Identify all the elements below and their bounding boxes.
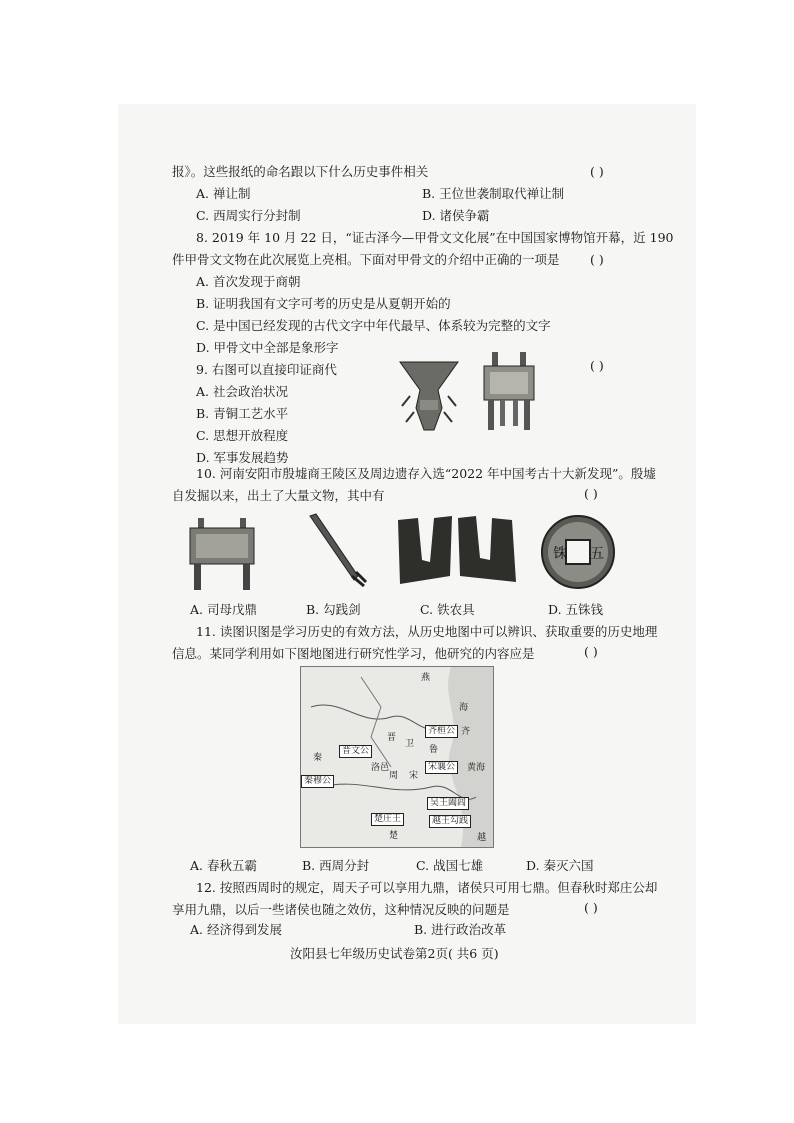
map-label-qin-mu-gong: 秦穆公 — [301, 775, 334, 788]
q10-option-a[interactable]: A. 司母戊鼎 — [190, 602, 257, 617]
q9-stem: 9. 右图可以直接印证商代 — [196, 362, 337, 377]
q12-option-b[interactable]: B. 进行政治改革 — [414, 922, 507, 937]
q7-stem: 报》。这些报纸的命名跟以下什么历史事件相关 — [172, 164, 429, 179]
q9-option-a[interactable]: A. 社会政治状况 — [196, 384, 288, 399]
map-label-yan: 燕 — [421, 673, 431, 683]
map-label-jin-wen-gong: 晋文公 — [339, 745, 372, 758]
coin-char-right: 五 — [590, 546, 604, 562]
q11-option-b[interactable]: B. 西周分封 — [302, 858, 370, 873]
q12-stem-line1: 12. 按照西周时的规定，周天子可以享用九鼎，诸侯只可用七鼎。但春秋时郑庄公却 — [196, 880, 658, 895]
goujian-sword-image — [304, 512, 374, 596]
q10-option-b[interactable]: B. 勾践剑 — [306, 602, 361, 617]
map-label-song-xiang-gong: 宋襄公 — [425, 761, 458, 774]
q9-option-b[interactable]: B. 青铜工艺水平 — [196, 406, 289, 421]
q8-stem-line2: 件甲骨文文物在此次展览上亮相。下面对甲骨文的介绍中正确的一项是 — [172, 252, 560, 267]
map-label-chu-zhuang-wang: 楚庄王 — [371, 813, 404, 826]
coin-char-left: 铢 — [553, 546, 567, 562]
map-label-song: 宋 — [409, 771, 419, 781]
q10-answer-paren[interactable]: ( ) — [584, 486, 598, 501]
map-label-wu-wang-helu: 吴王阖闾 — [427, 797, 469, 810]
map-label-jin: 晋 — [387, 733, 397, 743]
map-label-yue-wang-goujian: 越王勾践 — [429, 815, 471, 828]
q8-option-a[interactable]: A. 首次发现于商朝 — [196, 274, 301, 289]
page-footer: 汝阳县七年级历史试卷第2页( 共6 页) — [290, 946, 499, 961]
map-label-qi-huan-gong: 齐桓公 — [425, 725, 458, 738]
q7-option-a[interactable]: A. 禅让制 — [196, 186, 251, 201]
q11-answer-paren[interactable]: ( ) — [584, 644, 598, 659]
q11-stem-line1: 11. 读图识图是学习历史的有效方法，从历史地图中可以辨识、获取重要的历史地理 — [196, 624, 658, 639]
map-label-hai: 海 — [459, 703, 469, 713]
q11-option-d[interactable]: D. 秦灭六国 — [526, 858, 594, 873]
q12-option-a[interactable]: A. 经济得到发展 — [190, 922, 282, 937]
q8-answer-paren[interactable]: ( ) — [590, 252, 604, 267]
map-label-wei: 卫 — [405, 739, 415, 749]
q7-option-d[interactable]: D. 诸侯争霸 — [422, 208, 490, 223]
q9-answer-paren[interactable]: ( ) — [590, 358, 604, 373]
q10-stem-line1: 10. 河南安阳市殷墟商王陵区及周边遗存入选“2022 年中国考古十大新发现”。殷墟 — [196, 466, 656, 481]
wuzhu-coin-image — [538, 512, 618, 592]
map-label-luoyi: 洛邑 — [371, 763, 390, 773]
map-label-lu: 鲁 — [429, 745, 439, 755]
map-label-yue: 越 — [477, 833, 487, 843]
q8-stem-line1: 8. 2019 年 10 月 22 日，“证古泽今—甲骨文文化展”在中国国家博物馆开幕，近 190 — [196, 230, 674, 245]
iron-farm-tools-image — [394, 510, 524, 590]
q8-option-b[interactable]: B. 证明我国有文字可考的历史是从夏朝开始的 — [196, 296, 451, 311]
q8-option-d[interactable]: D. 甲骨文中全部是象形字 — [196, 340, 339, 355]
q10-stem-line2: 自发掘以来，出土了大量文物，其中有 — [172, 488, 385, 503]
simuwu-ding-image — [186, 516, 258, 592]
q12-stem-line2: 享用九鼎，以后一些诸侯也随之效仿，这种情况反映的问题是 — [172, 902, 510, 917]
spring-autumn-map — [300, 666, 494, 848]
q12-answer-paren[interactable]: ( ) — [584, 900, 598, 915]
q10-option-d[interactable]: D. 五铢钱 — [548, 602, 604, 617]
map-label-zhou: 周 — [389, 771, 399, 781]
q11-option-c[interactable]: C. 战国七雄 — [416, 858, 484, 873]
bronze-zun-image — [394, 356, 464, 436]
q7-option-b[interactable]: B. 王位世袭制取代禅让制 — [422, 186, 565, 201]
map-label-chu: 楚 — [389, 831, 399, 841]
q7-answer-paren[interactable]: ( ) — [590, 164, 604, 179]
map-label-qi: 齐 — [461, 727, 471, 737]
q7-option-c[interactable]: C. 西周实行分封制 — [196, 208, 301, 223]
map-label-qin: 秦 — [313, 753, 323, 763]
q11-option-a[interactable]: A. 春秋五霸 — [190, 858, 257, 873]
q10-option-c[interactable]: C. 铁农具 — [420, 602, 475, 617]
q8-option-c[interactable]: C. 是中国已经发现的古代文字中年代最早、体系较为完整的文字 — [196, 318, 551, 333]
q11-stem-line2: 信息。某同学利用如下图地图进行研究性学习，他研究的内容应是 — [172, 646, 535, 661]
map-label-huanghai: 黄海 — [467, 763, 486, 773]
q9-option-d[interactable]: D. 军事发展趋势 — [196, 450, 289, 465]
bronze-ding-image — [478, 350, 540, 434]
q9-option-c[interactable]: C. 思想开放程度 — [196, 428, 289, 443]
